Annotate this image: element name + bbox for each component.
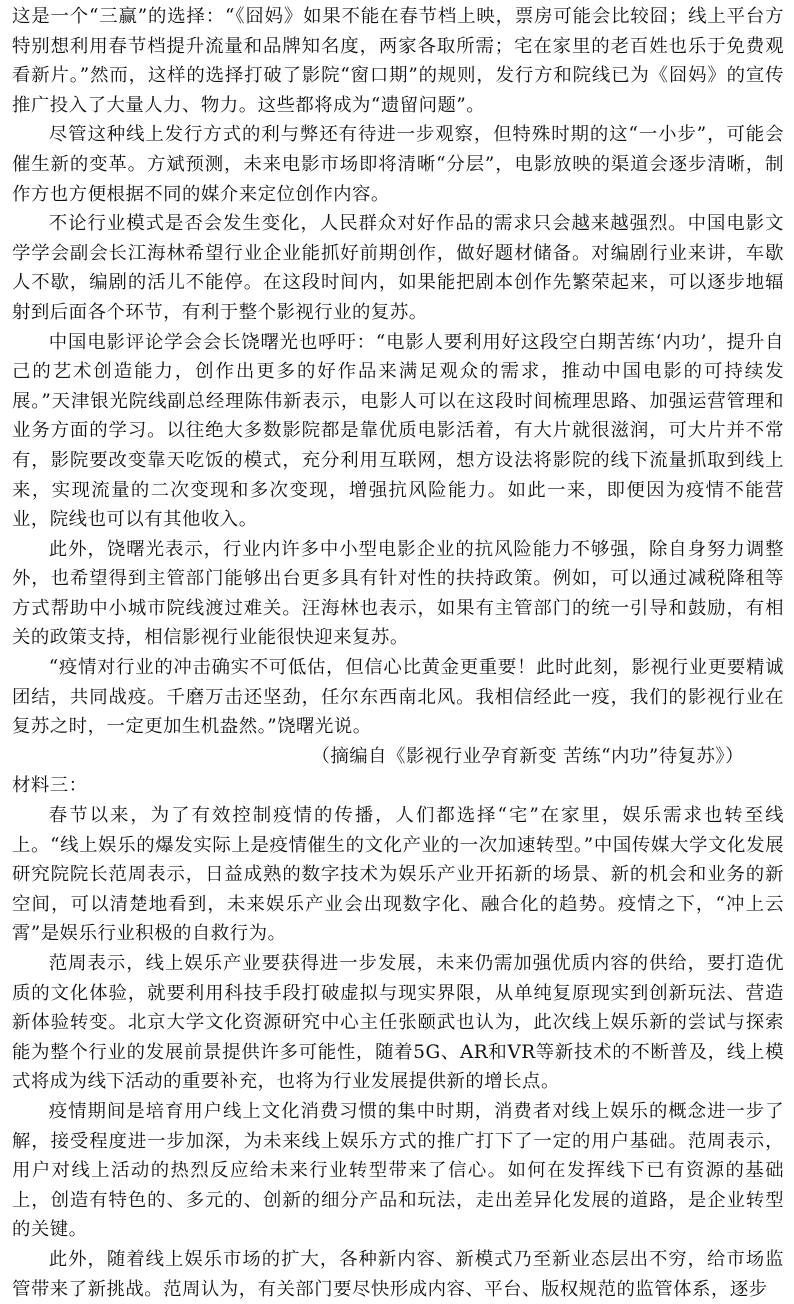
paragraph: 中国电影评论学会会长饶曙光也呼吁：“电影人要利用好这段空白期苦练‘内功’，提升自己的艺术创造能力，创作出更多的好作品来满足观众的需求，推动中国电影的可持续发展。”天津银光院线副总经理陈伟新表示，电影人可以在这段时间梳理思路、加强运营管理和业务方面的学习。以往绝大多数影院都是靠优质电影活着，有大片就很滋润，可大片并不常有，影院要改变靠天吃饭的模式，充分利用互联网，想方设法将影院的线下流量抓取到线上来，实现流量的二次变现和多次变现，增强抗风险能力。如此一来，即便因为疫情不能营业，院线也可以有其他收入。 (12, 331, 784, 531)
paragraph: 不论行业模式是否会发生变化，人民群众对好作品的需求只会越来越强烈。中国电影文学学会副会长江海林希望行业企业能抓好前期创作，做好题材储备。对编剧行业来讲，车歇人不歇，编剧的活儿不能停。在这段时间内，如果能把剧本创作先繁荣起来，可以逐步地辐射到后面各个环节，有利于整个影视行业的复苏。 (12, 213, 784, 323)
paragraph: 尽管这种线上发行方式的利与弊还有待进一步观察，但特殊时期的这“一小步”，可能会催生新的变革。方斌预测，未来电影市场即将清晰“分层”，电影放映的渠道会逐步清晰，制作方也方便根据不同的媒介来定位创作内容。 (12, 124, 784, 205)
section-heading: 材料三： (12, 775, 88, 797)
paragraph: “疫情对行业的冲击确实不可低估，但信心比黄金更重要！此时此刻，影视行业更要精诚团结，共同战疫。千磨万击还坚劲，任尔东西南北风。我相信经此一疫，我们的影视行业在复苏之时，一定更加生机盎然。”饶曙光说。 (12, 657, 784, 738)
source-citation: （摘编自《影视行业孕育新变 苦练“内功”待复苏》） (311, 745, 744, 767)
paragraph: 此外，随着线上娱乐市场的扩大，各种新内容、新模式乃至新业态层出不穷，给市场监管带来了新挑战。范周认为，有关部门要尽快形成内容、平台、版权规范的监管体系，逐步 (12, 1248, 784, 1300)
paragraph: 范周表示，线上娱乐产业要获得进一步发展，未来仍需加强优质内容的供给，要打造优质的文化体验，就要利用科技手段打破虚拟与现实界限，从单纯复原现实到创新玩法、营造新体验转变。北京大学文化资源研究中心主任张颐武也认为，此次线上娱乐新的尝试与探索能为整个行业的发展前景提供许多可能性，随着5G、AR和VR等新技术的不断普及，线上模式将成为线下活动的重要补充，也将为行业发展提供新的增长点。 (12, 953, 784, 1093)
paragraph: 此外，饶曙光表示，行业内许多中小型电影企业的抗风险能力不够强，除自身努力调整外，也希望得到主管部门能够出台更多具有针对性的扶持政策。例如，可以通过减税降租等方式帮助中小城市院线渡过难关。汪海林也表示，如果有主管部门的统一引导和鼓励，有相关的政策支持，相信影视行业能很快迎来复苏。 (12, 538, 784, 649)
paragraph-continuation: 这是一个“三赢”的选择：“《囧妈》如果不能在春节档上映，票房可能会比较囧；线上平台方特别想利用春节档提升流量和品牌知名度，两家各取所需；宅在家里的老百姓也乐于免费观看新片。”然而，这样的选择打破了影院“窗口期”的规则，发行方和院线已为《囧妈》的宣传推广投入了大量人力、物力。这些都将成为“遗留问题”。 (12, 6, 784, 116)
paragraph: 疫情期间是培育用户线上文化消费习惯的集中时期，消费者对线上娱乐的概念进一步了解，接受程度进一步加深，为未来线上娱乐方式的推广打下了一定的用户基础。范周表示，用户对线上活动的热烈反应给未来行业转型带来了信心。如何在发挥线下已有资源的基础上，创造有特色的、多元的、创新的细分产品和玩法，走出差异化发展的道路，是企业转型的关键。 (12, 1100, 784, 1241)
paragraph: 春节以来，为了有效控制疫情的传播，人们都选择“宅”在家里，娱乐需求也转至线上。“线上娱乐的爆发实际上是疫情催生的文化产业的一次加速转型。”中国传媒大学文化发展研究院院长范周表示，日益成熟的数字技术为娱乐产业开拓新的场景、新的机会和业务的新空间，可以清楚地看到，未来娱乐产业会出现数字化、融合化的趋势。疫情之下，“冲上云霄”是娱乐行业积极的自救行为。 (12, 805, 784, 945)
